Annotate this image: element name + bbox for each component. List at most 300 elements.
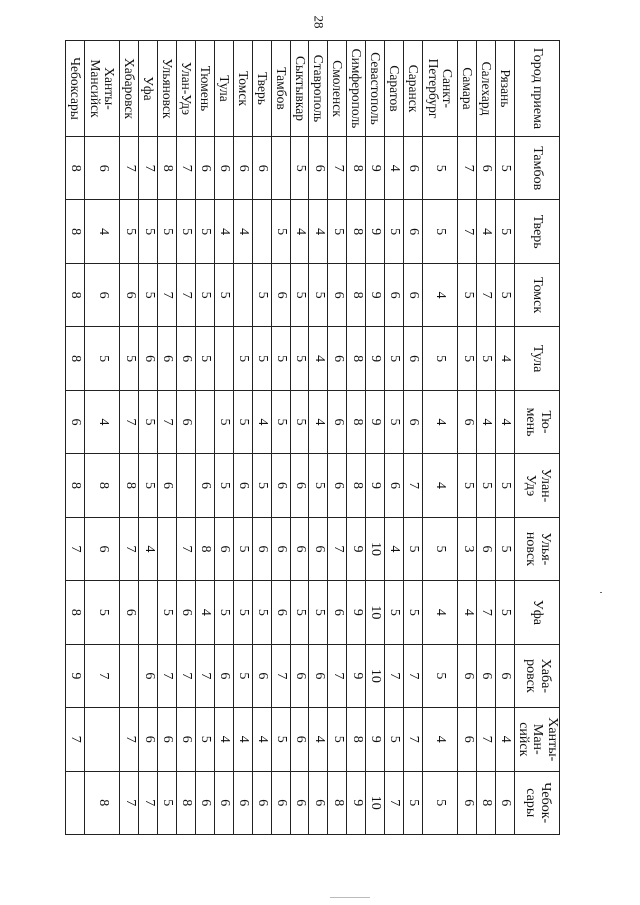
table-cell: 5 — [290, 263, 309, 326]
column-header: Чебок- сары — [514, 771, 559, 834]
row-city-label: Самара — [458, 41, 477, 137]
table-cell: 7 — [120, 390, 139, 453]
table-cell: 6 — [158, 454, 177, 517]
table-cell: 6 — [271, 771, 290, 834]
table-cell: 6 — [290, 644, 309, 707]
table-row — [271, 41, 290, 835]
scan-speck — [330, 897, 370, 898]
table-cell: 5 — [139, 200, 158, 263]
row-city-label: Салехард — [477, 41, 496, 137]
table-cell: 6 — [252, 644, 271, 707]
table-cell: 4 — [214, 200, 233, 263]
table-cell: 5 — [422, 771, 457, 834]
table-cell: 10 — [366, 771, 385, 834]
row-city-label: Сыктывкар — [290, 41, 309, 137]
table-cell: 6 — [403, 327, 422, 390]
column-header: Тамбов — [514, 137, 559, 200]
table-cell: 5 — [385, 200, 404, 263]
table-cell: 5 — [233, 517, 252, 580]
table-cell — [66, 771, 85, 834]
table-cell: 5 — [158, 581, 177, 644]
table-cell: 5 — [496, 581, 515, 644]
table-cell: 5 — [328, 200, 347, 263]
table-cell: 8 — [66, 137, 85, 200]
table-cell: 6 — [458, 771, 477, 834]
table-cell: 5 — [233, 644, 252, 707]
table-cell: 5 — [385, 327, 404, 390]
table-cell: 5 — [252, 327, 271, 390]
table-cell: 7 — [120, 771, 139, 834]
table-cell: 5 — [458, 263, 477, 326]
table-cell: 7 — [158, 263, 177, 326]
table-row — [139, 41, 158, 835]
table-cell: 7 — [385, 644, 404, 707]
row-city-label: Саратов — [385, 41, 404, 137]
delivery-days-table — [65, 40, 560, 835]
table-cell: 5 — [290, 137, 309, 200]
table-cell: 5 — [422, 200, 457, 263]
table-row — [385, 41, 404, 835]
table-cell: 5 — [214, 454, 233, 517]
table-cell: 4 — [309, 200, 328, 263]
table-cell: 6 — [403, 263, 422, 326]
table-cell: 4 — [385, 137, 404, 200]
table-cell: 7 — [139, 771, 158, 834]
table-row — [214, 41, 233, 835]
column-header: Ханты- Ман- сийск — [514, 708, 559, 771]
table-cell: 5 — [233, 327, 252, 390]
table-cell: 4 — [233, 708, 252, 771]
table-cell: 9 — [366, 708, 385, 771]
table-cell: 5 — [496, 137, 515, 200]
table-cell: 8 — [328, 771, 347, 834]
table-cell: 7 — [120, 517, 139, 580]
table-cell — [271, 137, 290, 200]
table-cell: 6 — [271, 517, 290, 580]
table-cell: 6 — [177, 581, 196, 644]
table-cell: 4 — [252, 390, 271, 453]
table-cell: 6 — [177, 327, 196, 390]
table-cell: 7 — [403, 644, 422, 707]
table-cell: 6 — [328, 581, 347, 644]
table-row — [328, 41, 347, 835]
table-cell: 5 — [233, 581, 252, 644]
table-cell: 10 — [366, 581, 385, 644]
table-cell: 8 — [195, 517, 214, 580]
rotated-table-container — [65, 40, 560, 835]
table-cell: 4 — [496, 708, 515, 771]
table-cell: 6 — [477, 517, 496, 580]
table-cell: 4 — [422, 581, 457, 644]
table-cell: 6 — [177, 390, 196, 453]
table-cell: 4 — [309, 390, 328, 453]
table-cell: 6 — [496, 771, 515, 834]
table-cell: 5 — [290, 390, 309, 453]
column-header: Улан- Удэ — [514, 454, 559, 517]
table-cell: 5 — [496, 517, 515, 580]
table-cell: 5 — [422, 137, 457, 200]
table-cell — [139, 581, 158, 644]
table-cell: 5 — [214, 390, 233, 453]
table-cell: 5 — [403, 581, 422, 644]
table-cell: 6 — [158, 327, 177, 390]
table-cell: 6 — [85, 517, 120, 580]
table-cell: 6 — [403, 137, 422, 200]
row-city-label: Ставрополь — [309, 41, 328, 137]
row-city-label: Томск — [233, 41, 252, 137]
table-cell: 9 — [347, 771, 366, 834]
table-cell: 6 — [214, 644, 233, 707]
table-cell: 9 — [347, 644, 366, 707]
table-cell: 6 — [139, 644, 158, 707]
table-header-row — [514, 41, 559, 835]
table-cell: 8 — [347, 327, 366, 390]
table-cell: 5 — [422, 644, 457, 707]
table-cell: 4 — [309, 327, 328, 390]
table-cell: 9 — [66, 644, 85, 707]
row-city-label: Севастополь — [366, 41, 385, 137]
table-cell: 9 — [366, 137, 385, 200]
table-cell: 8 — [66, 263, 85, 326]
table-cell — [177, 454, 196, 517]
table-cell: 7 — [328, 644, 347, 707]
table-cell: 6 — [233, 771, 252, 834]
row-city-label: Саранск — [403, 41, 422, 137]
table-cell — [195, 390, 214, 453]
table-row — [477, 41, 496, 835]
table-cell: 7 — [477, 708, 496, 771]
row-city-label: Улан-Удэ — [177, 41, 196, 137]
table-row — [458, 41, 477, 835]
table-cell: 7 — [403, 708, 422, 771]
column-header: Уфа — [514, 581, 559, 644]
table-cell: 7 — [403, 454, 422, 517]
row-city-label: Рязань — [496, 41, 515, 137]
table-cell — [214, 327, 233, 390]
table-cell: 5 — [214, 581, 233, 644]
row-city-label: Ханты- Мансийск — [85, 41, 120, 137]
table-cell: 5 — [290, 327, 309, 390]
table-cell: 5 — [271, 390, 290, 453]
row-city-label: Чебоксары — [66, 41, 85, 137]
table-body — [66, 41, 515, 835]
table-cell: 6 — [309, 517, 328, 580]
table-cell: 7 — [139, 137, 158, 200]
table-cell: 5 — [252, 263, 271, 326]
table-cell: 9 — [347, 517, 366, 580]
table-row — [66, 41, 85, 835]
table-cell: 5 — [139, 454, 158, 517]
table-cell: 6 — [252, 771, 271, 834]
column-header: Тю- мень — [514, 390, 559, 453]
table-cell: 6 — [290, 454, 309, 517]
table-cell: 5 — [252, 581, 271, 644]
column-header: Тула — [514, 327, 559, 390]
table-cell: 4 — [496, 327, 515, 390]
table-cell: 8 — [347, 137, 366, 200]
table-cell: 6 — [328, 454, 347, 517]
table-cell: 6 — [458, 390, 477, 453]
table-cell: 5 — [85, 581, 120, 644]
table-cell: 5 — [214, 263, 233, 326]
table-cell: 5 — [496, 454, 515, 517]
table-cell: 4 — [422, 708, 457, 771]
table-cell — [85, 708, 120, 771]
table-cell: 4 — [233, 200, 252, 263]
table-cell: 5 — [177, 200, 196, 263]
table-cell: 6 — [195, 771, 214, 834]
row-city-label: Санкт- Петербург — [422, 41, 457, 137]
table-cell: 6 — [328, 327, 347, 390]
row-city-label: Тверь — [252, 41, 271, 137]
table-cell: 5 — [328, 708, 347, 771]
table-cell: 6 — [66, 390, 85, 453]
table-cell: 6 — [458, 708, 477, 771]
table-cell: 7 — [85, 644, 120, 707]
column-header: Хаба- ровск — [514, 644, 559, 707]
scan-speck — [600, 592, 602, 593]
table-cell: 6 — [214, 771, 233, 834]
table-cell: 5 — [496, 200, 515, 263]
table-cell: 5 — [422, 517, 457, 580]
table-cell: 4 — [309, 708, 328, 771]
table-cell: 6 — [85, 137, 120, 200]
table-cell: 6 — [477, 137, 496, 200]
table-row — [366, 41, 385, 835]
table-cell: 6 — [252, 137, 271, 200]
table-cell: 6 — [385, 454, 404, 517]
table-cell: 5 — [271, 200, 290, 263]
table-cell: 4 — [422, 454, 457, 517]
table-row — [85, 41, 120, 835]
table-cell: 7 — [385, 771, 404, 834]
table-cell: 4 — [214, 708, 233, 771]
table-cell: 6 — [458, 644, 477, 707]
page-number: 28 — [311, 15, 327, 29]
table-row — [120, 41, 139, 835]
table-cell: 10 — [366, 517, 385, 580]
table-cell: 6 — [309, 137, 328, 200]
table-cell: 6 — [139, 708, 158, 771]
table-cell: 5 — [195, 327, 214, 390]
row-city-label: Тюмень — [195, 41, 214, 137]
table-cell: 7 — [177, 137, 196, 200]
table-row — [347, 41, 366, 835]
table-cell: 7 — [158, 644, 177, 707]
table-cell: 7 — [458, 200, 477, 263]
table-cell: 6 — [233, 454, 252, 517]
row-city-label: Хабаровск — [120, 41, 139, 137]
table-cell: 6 — [403, 200, 422, 263]
table-cell: 4 — [252, 708, 271, 771]
table-row — [290, 41, 309, 835]
table-cell: 8 — [66, 200, 85, 263]
table-cell: 6 — [252, 517, 271, 580]
table-cell: 10 — [366, 644, 385, 707]
table-cell: 4 — [290, 200, 309, 263]
table-cell: 6 — [309, 771, 328, 834]
table-cell: 8 — [477, 771, 496, 834]
table-cell: 5 — [385, 390, 404, 453]
table-cell: 6 — [328, 390, 347, 453]
table-row — [177, 41, 196, 835]
table-cell: 5 — [477, 327, 496, 390]
table-cell: 5 — [195, 263, 214, 326]
table-cell: 4 — [85, 390, 120, 453]
table-row — [403, 41, 422, 835]
table-cell: 7 — [177, 517, 196, 580]
table-cell: 6 — [290, 708, 309, 771]
table-cell: 4 — [385, 517, 404, 580]
table-cell: 6 — [290, 771, 309, 834]
table-cell: 9 — [366, 200, 385, 263]
table-cell: 5 — [290, 581, 309, 644]
table-cell: 8 — [120, 454, 139, 517]
table-cell: 6 — [120, 263, 139, 326]
row-city-label: Тула — [214, 41, 233, 137]
table-cell: 7 — [328, 517, 347, 580]
table-cell: 5 — [233, 390, 252, 453]
column-header: Тверь — [514, 200, 559, 263]
table-cell: 4 — [496, 390, 515, 453]
table-row — [309, 41, 328, 835]
table-cell — [252, 200, 271, 263]
table-cell: 3 — [458, 517, 477, 580]
table-cell: 8 — [347, 390, 366, 453]
table-cell: 9 — [366, 327, 385, 390]
table-cell: 6 — [477, 644, 496, 707]
table-cell: 5 — [158, 771, 177, 834]
table-cell: 5 — [195, 200, 214, 263]
table-cell: 4 — [422, 263, 457, 326]
table-cell: 5 — [271, 327, 290, 390]
table-cell: 6 — [496, 644, 515, 707]
table-cell: 5 — [477, 454, 496, 517]
table-row — [252, 41, 271, 835]
table-cell: 5 — [458, 454, 477, 517]
table-cell: 5 — [309, 581, 328, 644]
column-header: Улья- новск — [514, 517, 559, 580]
table-row — [233, 41, 252, 835]
table-cell: 5 — [385, 708, 404, 771]
table-cell: 7 — [66, 517, 85, 580]
table-cell: 4 — [85, 200, 120, 263]
table-cell: 6 — [195, 137, 214, 200]
table-cell: 5 — [139, 263, 158, 326]
table-cell: 6 — [290, 517, 309, 580]
table-cell: 7 — [120, 708, 139, 771]
table-cell: 4 — [458, 581, 477, 644]
table-cell: 4 — [477, 200, 496, 263]
table-cell: 6 — [139, 327, 158, 390]
table-cell: 4 — [195, 581, 214, 644]
table-cell: 6 — [177, 708, 196, 771]
table-cell: 6 — [271, 454, 290, 517]
table-cell: 7 — [195, 644, 214, 707]
table-cell: 6 — [85, 263, 120, 326]
table-cell — [158, 517, 177, 580]
table-cell: 6 — [233, 137, 252, 200]
table-cell: 5 — [385, 581, 404, 644]
table-cell: 8 — [347, 454, 366, 517]
table-cell: 8 — [347, 263, 366, 326]
table-cell: 7 — [158, 390, 177, 453]
row-city-label: Тамбов — [271, 41, 290, 137]
table-cell: 6 — [214, 517, 233, 580]
table-cell: 8 — [85, 454, 120, 517]
table-cell: 6 — [195, 454, 214, 517]
table-cell: 5 — [309, 454, 328, 517]
table-cell: 9 — [347, 581, 366, 644]
table-row — [422, 41, 457, 835]
table-cell: 7 — [66, 708, 85, 771]
table-cell: 9 — [366, 390, 385, 453]
corner-header: Город приема — [514, 41, 559, 137]
table-cell: 5 — [195, 708, 214, 771]
table-cell: 8 — [347, 200, 366, 263]
table-cell: 6 — [309, 644, 328, 707]
table-row — [195, 41, 214, 835]
table-cell: 5 — [252, 454, 271, 517]
table-cell: 6 — [271, 263, 290, 326]
table-cell: 9 — [366, 454, 385, 517]
row-city-label: Уфа — [139, 41, 158, 137]
table-cell: 5 — [496, 263, 515, 326]
table-cell: 6 — [271, 581, 290, 644]
table-cell — [233, 263, 252, 326]
table-cell: 6 — [158, 708, 177, 771]
table-cell: 8 — [66, 327, 85, 390]
table-cell: 4 — [139, 517, 158, 580]
table-cell: 5 — [422, 327, 457, 390]
column-header: Томск — [514, 263, 559, 326]
table-cell: 7 — [328, 137, 347, 200]
table-cell: 4 — [422, 390, 457, 453]
table-cell: 5 — [139, 390, 158, 453]
table-cell: 7 — [458, 137, 477, 200]
table-cell: 6 — [385, 263, 404, 326]
table-cell: 7 — [120, 137, 139, 200]
table-cell: 8 — [85, 771, 120, 834]
table-cell: 7 — [271, 644, 290, 707]
table-row — [496, 41, 515, 835]
table-cell: 6 — [328, 263, 347, 326]
table-cell: 5 — [458, 327, 477, 390]
table-cell: 7 — [177, 644, 196, 707]
table-cell: 5 — [85, 327, 120, 390]
table-cell: 5 — [271, 708, 290, 771]
table-cell: 7 — [477, 581, 496, 644]
table-cell: 6 — [214, 137, 233, 200]
table-cell: 8 — [158, 137, 177, 200]
table-cell: 5 — [403, 771, 422, 834]
table-cell: 8 — [66, 454, 85, 517]
row-city-label: Смоленск — [328, 41, 347, 137]
table-cell: 5 — [158, 200, 177, 263]
table-cell: 7 — [477, 263, 496, 326]
table-cell: 8 — [177, 771, 196, 834]
table-cell — [120, 644, 139, 707]
table-row — [158, 41, 177, 835]
table-cell: 6 — [120, 581, 139, 644]
table-cell: 9 — [366, 263, 385, 326]
row-city-label: Ульяновск — [158, 41, 177, 137]
table-cell: 4 — [477, 390, 496, 453]
row-city-label: Симферополь — [347, 41, 366, 137]
table-cell: 5 — [403, 517, 422, 580]
table-cell: 5 — [120, 200, 139, 263]
table-cell: 8 — [66, 581, 85, 644]
